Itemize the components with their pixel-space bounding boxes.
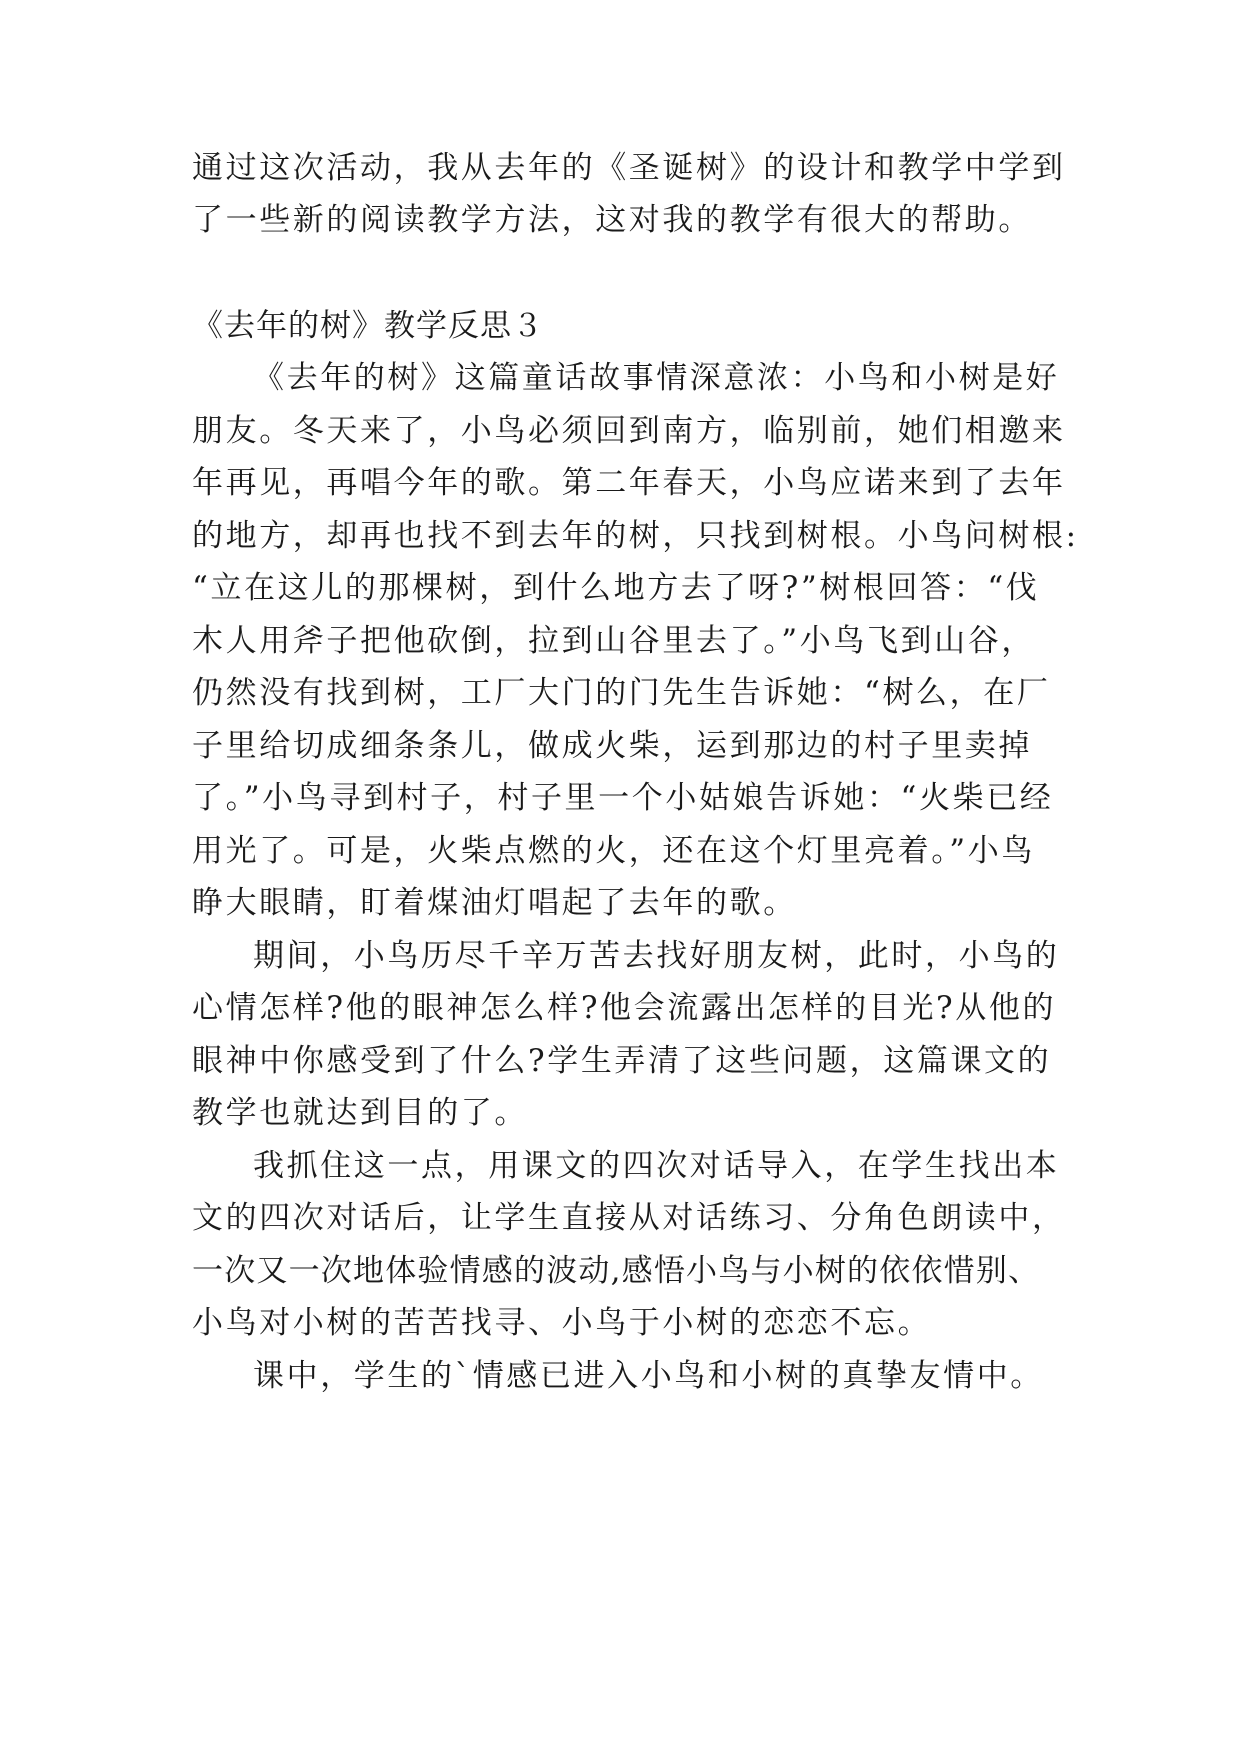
paragraph-1-line-9: 了。”小鸟寻到村子，村子里一个小姑娘告诉她：“火柴已经 [192,780,1054,816]
intro-line-1: 通过这次活动，我从去年的《圣诞树》的设计和教学中学到 [192,150,1066,186]
paragraph-1-line-6: 木人用斧子把他砍倒，拉到山谷里去了。”小鸟飞到山谷， [192,623,1035,659]
paragraph-3-line-1: 我抓住这一点，用课文的四次对话导入，在学生找出本 [253,1148,1060,1184]
paragraph-1-line-3: 年再见，再唱今年的歌。第二年春天，小鸟应诺来到了去年 [192,465,1066,501]
paragraph-1-line-2: 朋友。冬天来了，小鸟必须回到南方，临别前，她们相邀来 [192,413,1066,449]
paragraph-3-line-3: 一次又一次地体验情感的波动,感悟小鸟与小树的依依惜别、 [192,1253,1041,1289]
paragraph-3-line-2: 文的四次对话后，让学生直接从对话练习、分角色朗读中， [192,1200,1066,1236]
intro-line-2: 了一些新的阅读教学方法，这对我的教学有很大的帮助。 [192,202,1032,238]
paragraph-1-line-10: 用光了。可是，火柴点燃的火，还在这个灯里亮着。”小鸟 [192,833,1035,869]
paragraph-1-line-5: “立在这儿的那棵树，到什么地方去了呀?”树根回答：“伐 [192,570,1040,606]
paragraph-2-line-2: 心情怎样?他的眼神怎么样?他会流露出怎样的目光?从他的 [192,990,1057,1026]
paragraph-1-line-8: 子里给切成细条条儿，做成火柴，运到那边的村子里卖掉 [192,728,1032,764]
paragraph-1-line-4: 的地方，却再也找不到去年的树，只找到树根。小鸟问树根: [192,518,1079,554]
section-heading: 《去年的树》教学反思３ [192,308,544,344]
paragraph-1-line-1: 《去年的树》这篇童话故事情深意浓：小鸟和小树是好 [253,360,1060,396]
paragraph-1-line-7: 仍然没有找到树，工厂大门的门先生告诉她：“树么，在厂 [192,675,1051,711]
paragraph-2-line-4: 教学也就达到目的了。 [192,1095,528,1131]
paragraph-2-line-1: 期间，小鸟历尽千辛万苦去找好朋友树，此时，小鸟的 [253,938,1060,974]
paragraph-1-line-11: 睁大眼睛，盯着煤油灯唱起了去年的歌。 [192,885,797,921]
paragraph-4-line-1: 课中，学生的`情感已进入小鸟和小树的真挚友情中。 [253,1358,1044,1394]
paragraph-2-line-3: 眼神中你感受到了什么?学生弄清了这些问题，这篇课文的 [192,1043,1052,1079]
paragraph-3-line-4: 小鸟对小树的苦苦找寻、小鸟于小树的恋恋不忘。 [192,1305,932,1341]
